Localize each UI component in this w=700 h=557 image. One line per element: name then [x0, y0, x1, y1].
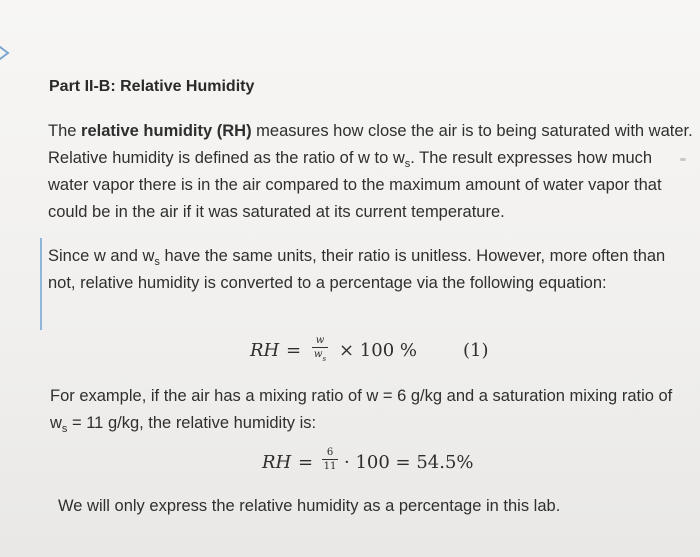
- eq1-times-100: × 100 %: [339, 340, 417, 361]
- paragraph-definition: The relative humidity (RH) measures how close the air is to being saturated with water. Relative humidity is defined as the ratio of w to $w_s$. The result expresses how much water vapor there is in the air compared to the maximum amount of water vapor that could be in the air if it was saturated at its current temperature.: [48, 122, 693, 221]
- eq1-fraction: $\frac{w}{w_s}$: [313, 335, 327, 363]
- eq2-result: · 100 = 54.5%: [344, 452, 474, 473]
- eq2-denominator: 11: [323, 461, 337, 472]
- eq2-numerator: 6: [322, 447, 338, 460]
- eq1-denominator: w: [313, 349, 323, 360]
- section-title: Part II-B: Relative Humidity: [49, 78, 255, 95]
- eq2-fraction: [322, 447, 338, 472]
- eq1-lhs: RH: [250, 340, 280, 361]
- eq2-equals: =: [298, 452, 314, 473]
- paragraph-side-bar: [40, 238, 42, 330]
- margin-mark: [680, 158, 686, 161]
- eq1-equals: =: [286, 340, 302, 361]
- eq1-numerator: w: [312, 335, 328, 348]
- eq1-number: (1): [463, 340, 489, 361]
- paragraph-example: For example, if the air has a mixing ratio of w = 6 g/kg and a saturation mixing ratio of $w_s = 11$ g/kg, the relative humidity is:: [50, 387, 673, 435]
- paragraph-unitless: Since w and $w_s$ have the same units, their ratio is unitless. However, more often than not, relative humidity is converted to a percentage via the following equation:: [48, 247, 666, 292]
- chevron-right-icon: [0, 42, 16, 64]
- eq2-lhs: RH: [262, 452, 292, 473]
- term-relative-humidity: relative humidity (RH): [81, 122, 252, 140]
- paragraph-closing: We will only express the relative humidity as a percentage in this lab.: [58, 497, 561, 515]
